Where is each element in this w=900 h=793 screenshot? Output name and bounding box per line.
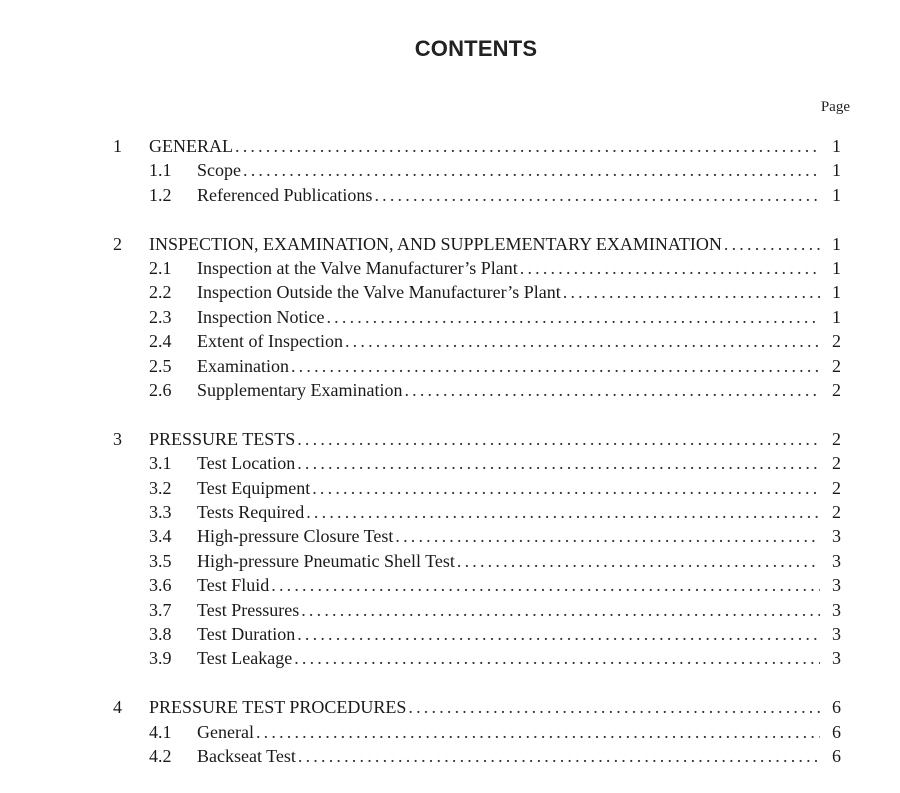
dot-leader [271,573,820,597]
toc-entry-page: 2 [832,355,841,376]
toc-entry-title: Test Fluid [197,575,270,596]
toc-entry-page: 1 [832,258,841,279]
toc-entry-page: 3 [832,550,841,571]
table-of-contents [0,134,900,793]
toc-entry-title: INSPECTION, EXAMINATION, AND SUPPLEMENTARY EXAMINATION [149,233,722,254]
toc-entry-page: 3 [832,648,841,669]
dot-leader [326,305,820,329]
toc-entry-page: 6 [832,746,841,767]
toc-entry-page: 3 [832,599,841,620]
toc-entry-page: 2 [832,453,841,474]
toc-entry-number: 4 [113,697,122,718]
toc-entry-title: GENERAL [149,136,233,156]
toc-subsection-entry[interactable] [0,500,900,524]
toc-entry-page: 2 [832,331,841,352]
toc-entry-number: 4.2 [149,746,172,767]
toc-entry-title: Backseat Test [197,746,296,767]
dot-leader [297,451,820,475]
toc-section-heading[interactable] [0,134,900,158]
toc-section [0,134,900,207]
toc-section [0,427,900,671]
toc-entry-page: 6 [832,721,841,742]
toc-section-heading[interactable] [0,695,900,719]
dot-leader [395,524,820,548]
toc-entry-title: High-pressure Pneumatic Shell Test [197,550,455,571]
dot-leader [243,158,820,182]
dot-leader [291,354,820,378]
toc-entry-number: 4.1 [149,721,172,742]
toc-entry-page: 1 [832,160,841,181]
toc-entry-page: 2 [832,477,841,498]
toc-subsection-entry[interactable] [0,158,900,182]
toc-entry-page: 2 [832,502,841,523]
toc-entry-page: 1 [832,233,841,254]
toc-entry-title: Inspection Notice [197,306,325,327]
toc-subsection-entry[interactable] [0,354,900,378]
toc-entry-number: 2.4 [149,331,172,352]
dot-leader [306,500,820,524]
toc-entry-number: 3.7 [149,599,172,620]
toc-section [0,695,900,768]
toc-entry-title: PRESSURE TESTS [149,428,296,449]
toc-entry-title: High-pressure Closure Test [197,526,394,547]
toc-entry-title: General [197,721,254,742]
toc-entry-number: 3 [113,428,122,449]
toc-entry-page: 1 [832,282,841,303]
dot-leader [312,476,820,500]
page-column-label: Page [820,99,850,115]
toc-subsection-entry[interactable] [0,524,900,548]
dot-leader [294,646,820,670]
toc-entry-title: Referenced Publications [197,184,373,205]
toc-entry-page: 1 [832,306,841,327]
dot-leader [374,183,820,207]
toc-entry-number: 1 [113,136,122,156]
toc-entry-number: 2.2 [149,282,172,303]
toc-entry-number: 3.8 [149,624,172,645]
toc-subsection-entry[interactable] [0,256,900,280]
dot-leader [235,134,820,158]
toc-subsection-entry[interactable] [0,305,900,329]
toc-entry-page: 2 [832,380,841,401]
toc-entry-number: 2.1 [149,258,172,279]
dot-leader [297,622,820,646]
toc-subsection-entry[interactable] [0,720,900,744]
toc-entry-title: PRESSURE TEST PROCEDURES [149,697,407,718]
toc-entry-page: 3 [832,575,841,596]
toc-subsection-entry[interactable] [0,646,900,670]
toc-entry-title: Supplementary Examination [197,380,403,401]
toc-entry-title: Examination [197,355,289,376]
toc-entry-number: 2.5 [149,355,172,376]
toc-subsection-entry[interactable] [0,280,900,304]
toc-entry-page: 2 [832,428,841,449]
toc-section-heading[interactable] [0,232,900,256]
dot-leader [520,256,820,280]
toc-entry-title: Extent of Inspection [197,331,343,352]
toc-entry-number: 3.1 [149,453,172,474]
dot-leader [724,232,820,256]
toc-entry-title: Test Equipment [197,477,311,498]
dot-leader [256,720,820,744]
dot-leader [563,280,820,304]
toc-section [0,232,900,403]
toc-subsection-entry[interactable] [0,183,900,207]
toc-entry-page: 6 [832,697,841,718]
toc-entry-number: 3.3 [149,502,172,523]
toc-entry-number: 1.1 [149,160,172,181]
toc-entry-number: 3.9 [149,648,172,669]
toc-entry-page: 3 [832,526,841,547]
toc-entry-number: 2 [113,233,122,254]
toc-subsection-entry[interactable] [0,476,900,500]
document-title: CONTENTS [414,36,538,61]
toc-subsection-entry[interactable] [0,378,900,402]
toc-section-heading[interactable] [0,427,900,451]
toc-entry-number: 2.3 [149,306,172,327]
toc-entry-page: 1 [832,136,841,156]
toc-entry-number: 3.5 [149,550,172,571]
dot-leader [345,329,820,353]
toc-entry-number: 3.6 [149,575,172,596]
toc-subsection-entry[interactable] [0,573,900,597]
dot-leader [408,695,820,719]
toc-entry-title: Test Pressures [197,599,300,620]
toc-subsection-entry[interactable] [0,549,900,573]
toc-entry-title: Test Location [197,453,296,474]
toc-entry-title: Test Duration [197,624,296,645]
toc-entry-title: Test Leakage [197,648,293,669]
toc-subsection-entry[interactable] [0,598,900,622]
toc-entry-number: 3.2 [149,477,172,498]
toc-entry-page: 1 [832,184,841,205]
toc-entry-number: 3.4 [149,526,172,547]
toc-entry-number: 2.6 [149,380,172,401]
toc-entry-title: Inspection at the Valve Manufacturer’s Plant [197,258,518,279]
dot-leader [404,378,820,402]
dot-leader [457,549,820,573]
toc-entry-page: 3 [832,624,841,645]
toc-entry-title: Tests Required [197,502,305,523]
toc-entry-title: Inspection Outside the Valve Manufacturer’s Plant [197,282,561,303]
dot-leader [301,598,820,622]
toc-subsection-entry[interactable] [0,451,900,475]
toc-subsection-entry[interactable] [0,329,900,353]
toc-subsection-entry[interactable] [0,622,900,646]
toc-entry-title: Scope [197,160,241,181]
toc-entry-number: 1.2 [149,184,172,205]
dot-leader [297,427,820,451]
